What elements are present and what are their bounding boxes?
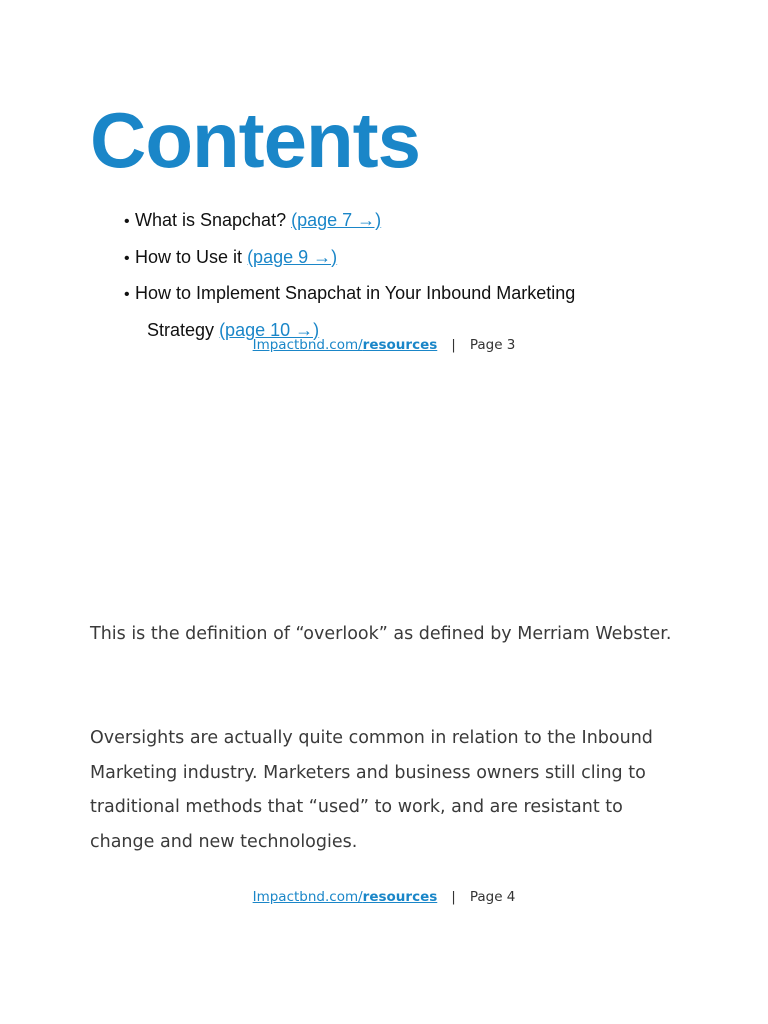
resources-link-prefix: Impactbnd.com/	[252, 889, 363, 905]
page-title: Contents	[90, 96, 420, 184]
page-footer-page-3	[0, 337, 768, 353]
bullet-icon: •	[124, 213, 130, 230]
footer-separator: |	[451, 337, 456, 353]
paragraph-overlook-definition: This is the definition of “overlook” as defined by Merriam Webster.	[90, 624, 672, 644]
page-footer-page-4	[0, 889, 768, 905]
resources-link[interactable]	[253, 337, 438, 353]
toc-item-label-line-2: Strategy	[147, 319, 215, 340]
page-number: Page 4	[469, 889, 516, 905]
toc-link-page-9[interactable]: (page 9 →)	[247, 246, 338, 267]
bullet-icon: •	[124, 286, 130, 303]
page-number: Page 3	[469, 337, 516, 353]
toc-item-label: How to Use it	[135, 246, 243, 267]
resources-link[interactable]	[253, 889, 438, 905]
toc-item-label: What is Snapchat?	[135, 210, 287, 230]
footer-separator: |	[451, 889, 456, 905]
bullet-icon: •	[124, 249, 130, 267]
toc-link-page-7[interactable]: (page 7 →)	[291, 210, 382, 230]
table-of-contents	[124, 203, 644, 348]
toc-item-how-to-use	[124, 240, 644, 277]
resources-link-prefix: Impactbnd.com/	[252, 337, 363, 353]
paragraph-oversights: Oversights are actually quite common in relation to the Inbound Marketing industry. Marketers and business owners still cling to traditional methods that “used” to work, and are resistant to change and new technologies.	[90, 728, 653, 853]
toc-item-what-is-snapchat	[124, 203, 644, 240]
toc-item-label-line-1: How to Implement Snapchat in Your Inbound Marketing	[135, 283, 576, 303]
resources-link-bold: resources	[362, 337, 438, 353]
resources-link-bold: resources	[362, 889, 438, 905]
toc-link-page-10[interactable]: (page 10 →)	[219, 319, 320, 340]
